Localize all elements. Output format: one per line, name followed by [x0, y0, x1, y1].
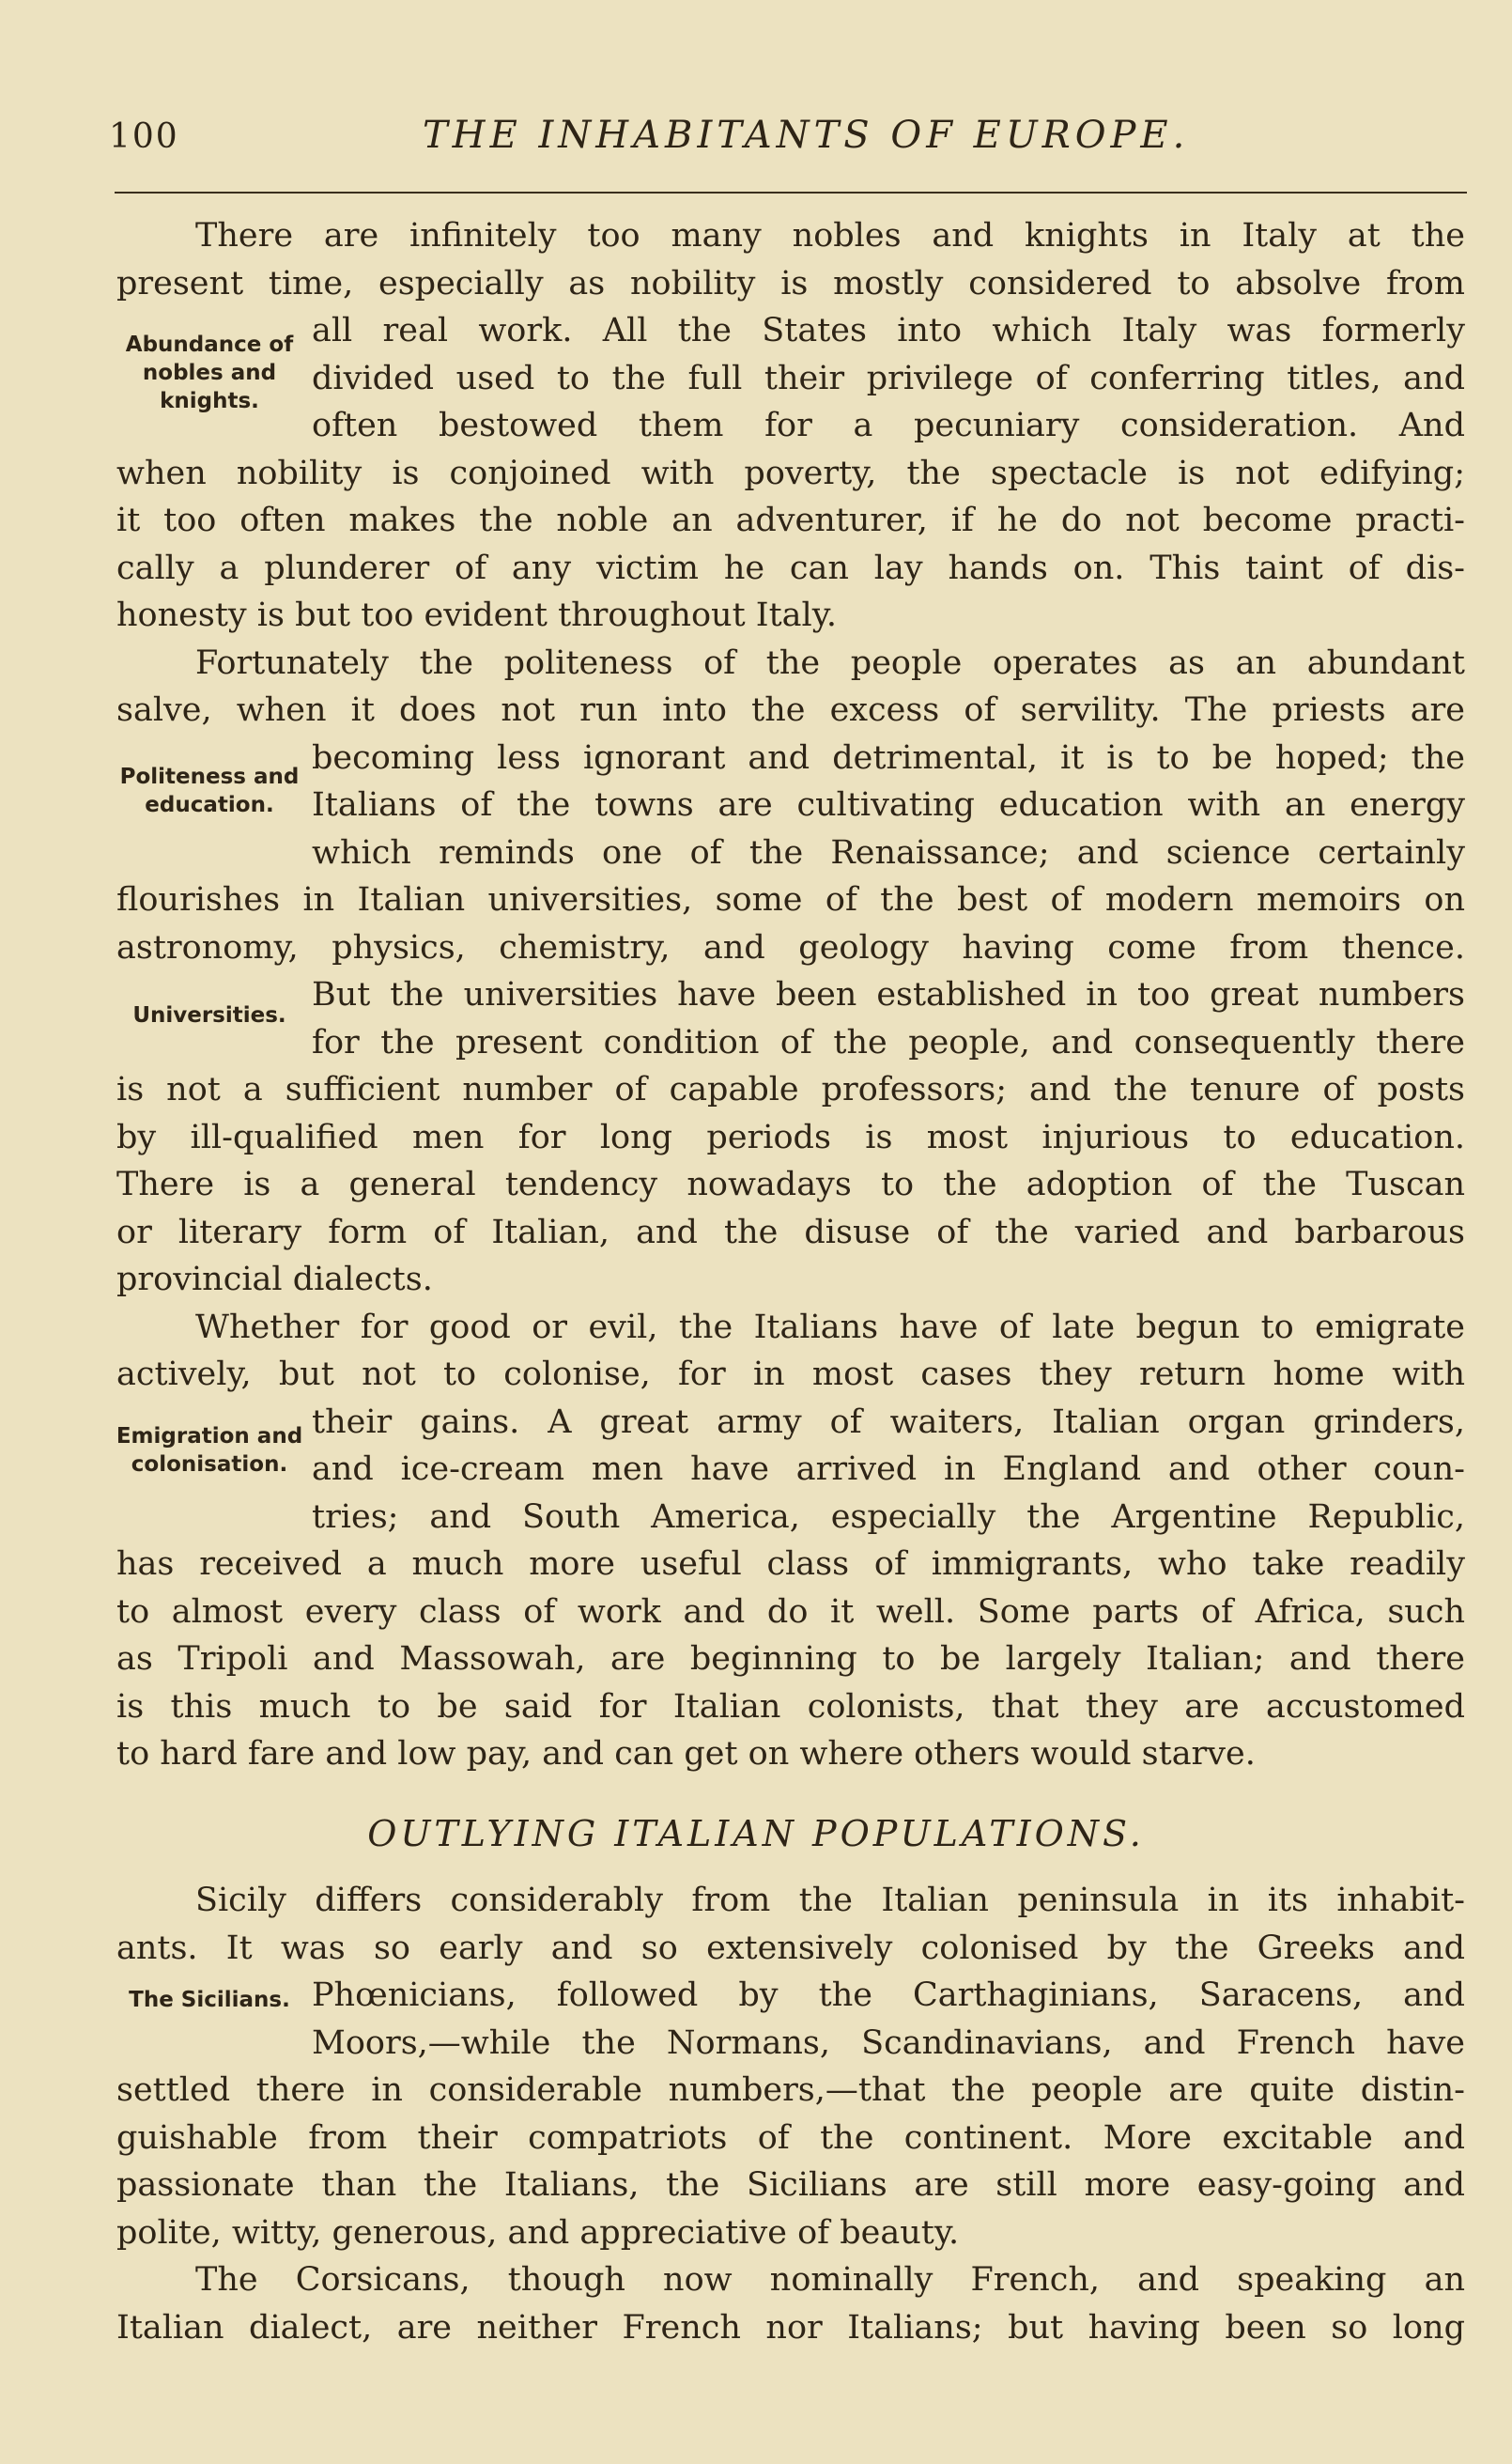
text-line: Moors,—while the Normans, Scandinavians, and French have [312, 2023, 1465, 2062]
text-line: divided used to the full their privilege of conferring titles, and [312, 359, 1465, 397]
text-line: tries; and South America, especially the Argentine Republic, [312, 1497, 1465, 1536]
text-line: honesty is but too evident throughout Italy. [116, 597, 837, 634]
text-line: has received a much more useful class of immigrants, who take readily [116, 1545, 1465, 1583]
text-line: Phœnicians, followed by the Carthaginians, Saracens, and [312, 1976, 1465, 2014]
page-number: 100 [109, 117, 179, 156]
header-rule [115, 192, 1467, 194]
text-line: settled there in considerable numbers,—that the people are quite distin- [116, 2071, 1465, 2109]
text-line: is not a sufficient number of capable professors; and the tenure of posts [116, 1071, 1465, 1108]
text-line: which reminds one of the Renaissance; and science certainly [312, 833, 1465, 872]
text-line: There is a general tendency nowadays to the adoption of the Tuscan [116, 1166, 1465, 1203]
running-title: THE INHABITANTS OF EUROPE. [423, 114, 1190, 157]
text-line: present time, especially as nobility is mostly considered to absolve from [116, 264, 1465, 302]
section-body-2 [116, 1877, 1465, 2351]
text-line: for the present condition of the people, and consequently there [312, 1023, 1465, 1062]
text-line: all real work. All the States into which Italy was formerly [312, 312, 1465, 349]
text-line: flourishes in Italian universities, some of the best of modern memoirs on [116, 881, 1465, 919]
text-line: But the universities have been established in too great numbers [312, 976, 1465, 1014]
text-line: when nobility is conjoined with poverty, the spectacle is not edifying; [116, 454, 1465, 492]
text-line: Sicily differs considerably from the Italian peninsula in its inhabit- [195, 1882, 1465, 1919]
section-heading: OUTLYING ITALIAN POPULATIONS. [367, 1813, 1145, 1854]
text-line: ants. It was so early and so extensively colonised by the Greeks and [116, 1929, 1465, 1967]
sidenote-universities: Universities. [132, 1003, 286, 1028]
text-line: or literary form of Italian, and the disuse of the varied and barbarous [116, 1213, 1465, 1251]
text-line: as Tripoli and Massowah, are beginning to be largely Italian; and there [116, 1640, 1465, 1678]
text-line: Whether for good or evil, the Italians have of late begun to emigrate [195, 1308, 1465, 1346]
text-line: passionate than the Italians, the Sicilians are still more easy-going and [116, 2166, 1465, 2204]
text-line: Italian dialect, are neither French nor Italians; but having been so long [116, 2308, 1465, 2347]
sidenote-emigration: Emigration and colonisation. [116, 1424, 303, 1477]
text-line: Italians of the towns are cultivating education with an energy [312, 786, 1465, 824]
text-line: polite, witty, generous, and appreciative of beauty. [116, 2213, 960, 2252]
sidenote-politeness: Politeness and education. [119, 765, 300, 817]
text-line: astronomy, physics, chemistry, and geology having come from thence. [116, 928, 1465, 967]
text-line: The Corsicans, though now nominally French, and speaking an [195, 2261, 1465, 2299]
page-header [0, 114, 1512, 174]
text-line: There are infinitely too many nobles and knights in Italy at the [195, 217, 1465, 255]
text-line: actively, but not to colonise, for in most cases they return home with [116, 1356, 1465, 1393]
text-line: becoming less ignorant and detrimental, it is to be hoped; the [312, 738, 1465, 777]
text-line: their gains. A great army of waiters, Italian organ grinders, [312, 1402, 1465, 1441]
section-body-1 [116, 212, 1465, 1778]
text-line: Fortunately the politeness of the people operates as an abundant [195, 643, 1465, 682]
text-line: often bestowed them for a pecuniary consideration. And [312, 407, 1465, 444]
text-line: cally a plunderer of any victim he can lay hands on. This taint of dis- [116, 549, 1465, 587]
text-line: salve, when it does not run into the excess of servility. The priests are [116, 691, 1465, 729]
sidenote-abundance: Abundance of nobles and knights. [125, 333, 294, 413]
text-line: is this much to be said for Italian colonists, that they are accustomed [116, 1687, 1465, 1726]
text-line: to hard fare and low pay, and can get on where others would starve. [116, 1735, 1256, 1773]
text-line: provincial dialects. [116, 1261, 433, 1298]
text-line: to almost every class of work and do it well. Some parts of Africa, such [116, 1592, 1465, 1631]
text-line: it too often makes the noble an adventurer, if he do not become practi- [116, 502, 1465, 539]
text-line: guishable from their compatriots of the continent. More excitable and [116, 2118, 1465, 2157]
text-line: by ill-qualified men for long periods is most injurious to education. [116, 1118, 1465, 1156]
sidenote-sicilians: The Sicilians. [129, 1988, 290, 2012]
text-line: and ice-cream men have arrived in England and other coun- [312, 1450, 1465, 1488]
